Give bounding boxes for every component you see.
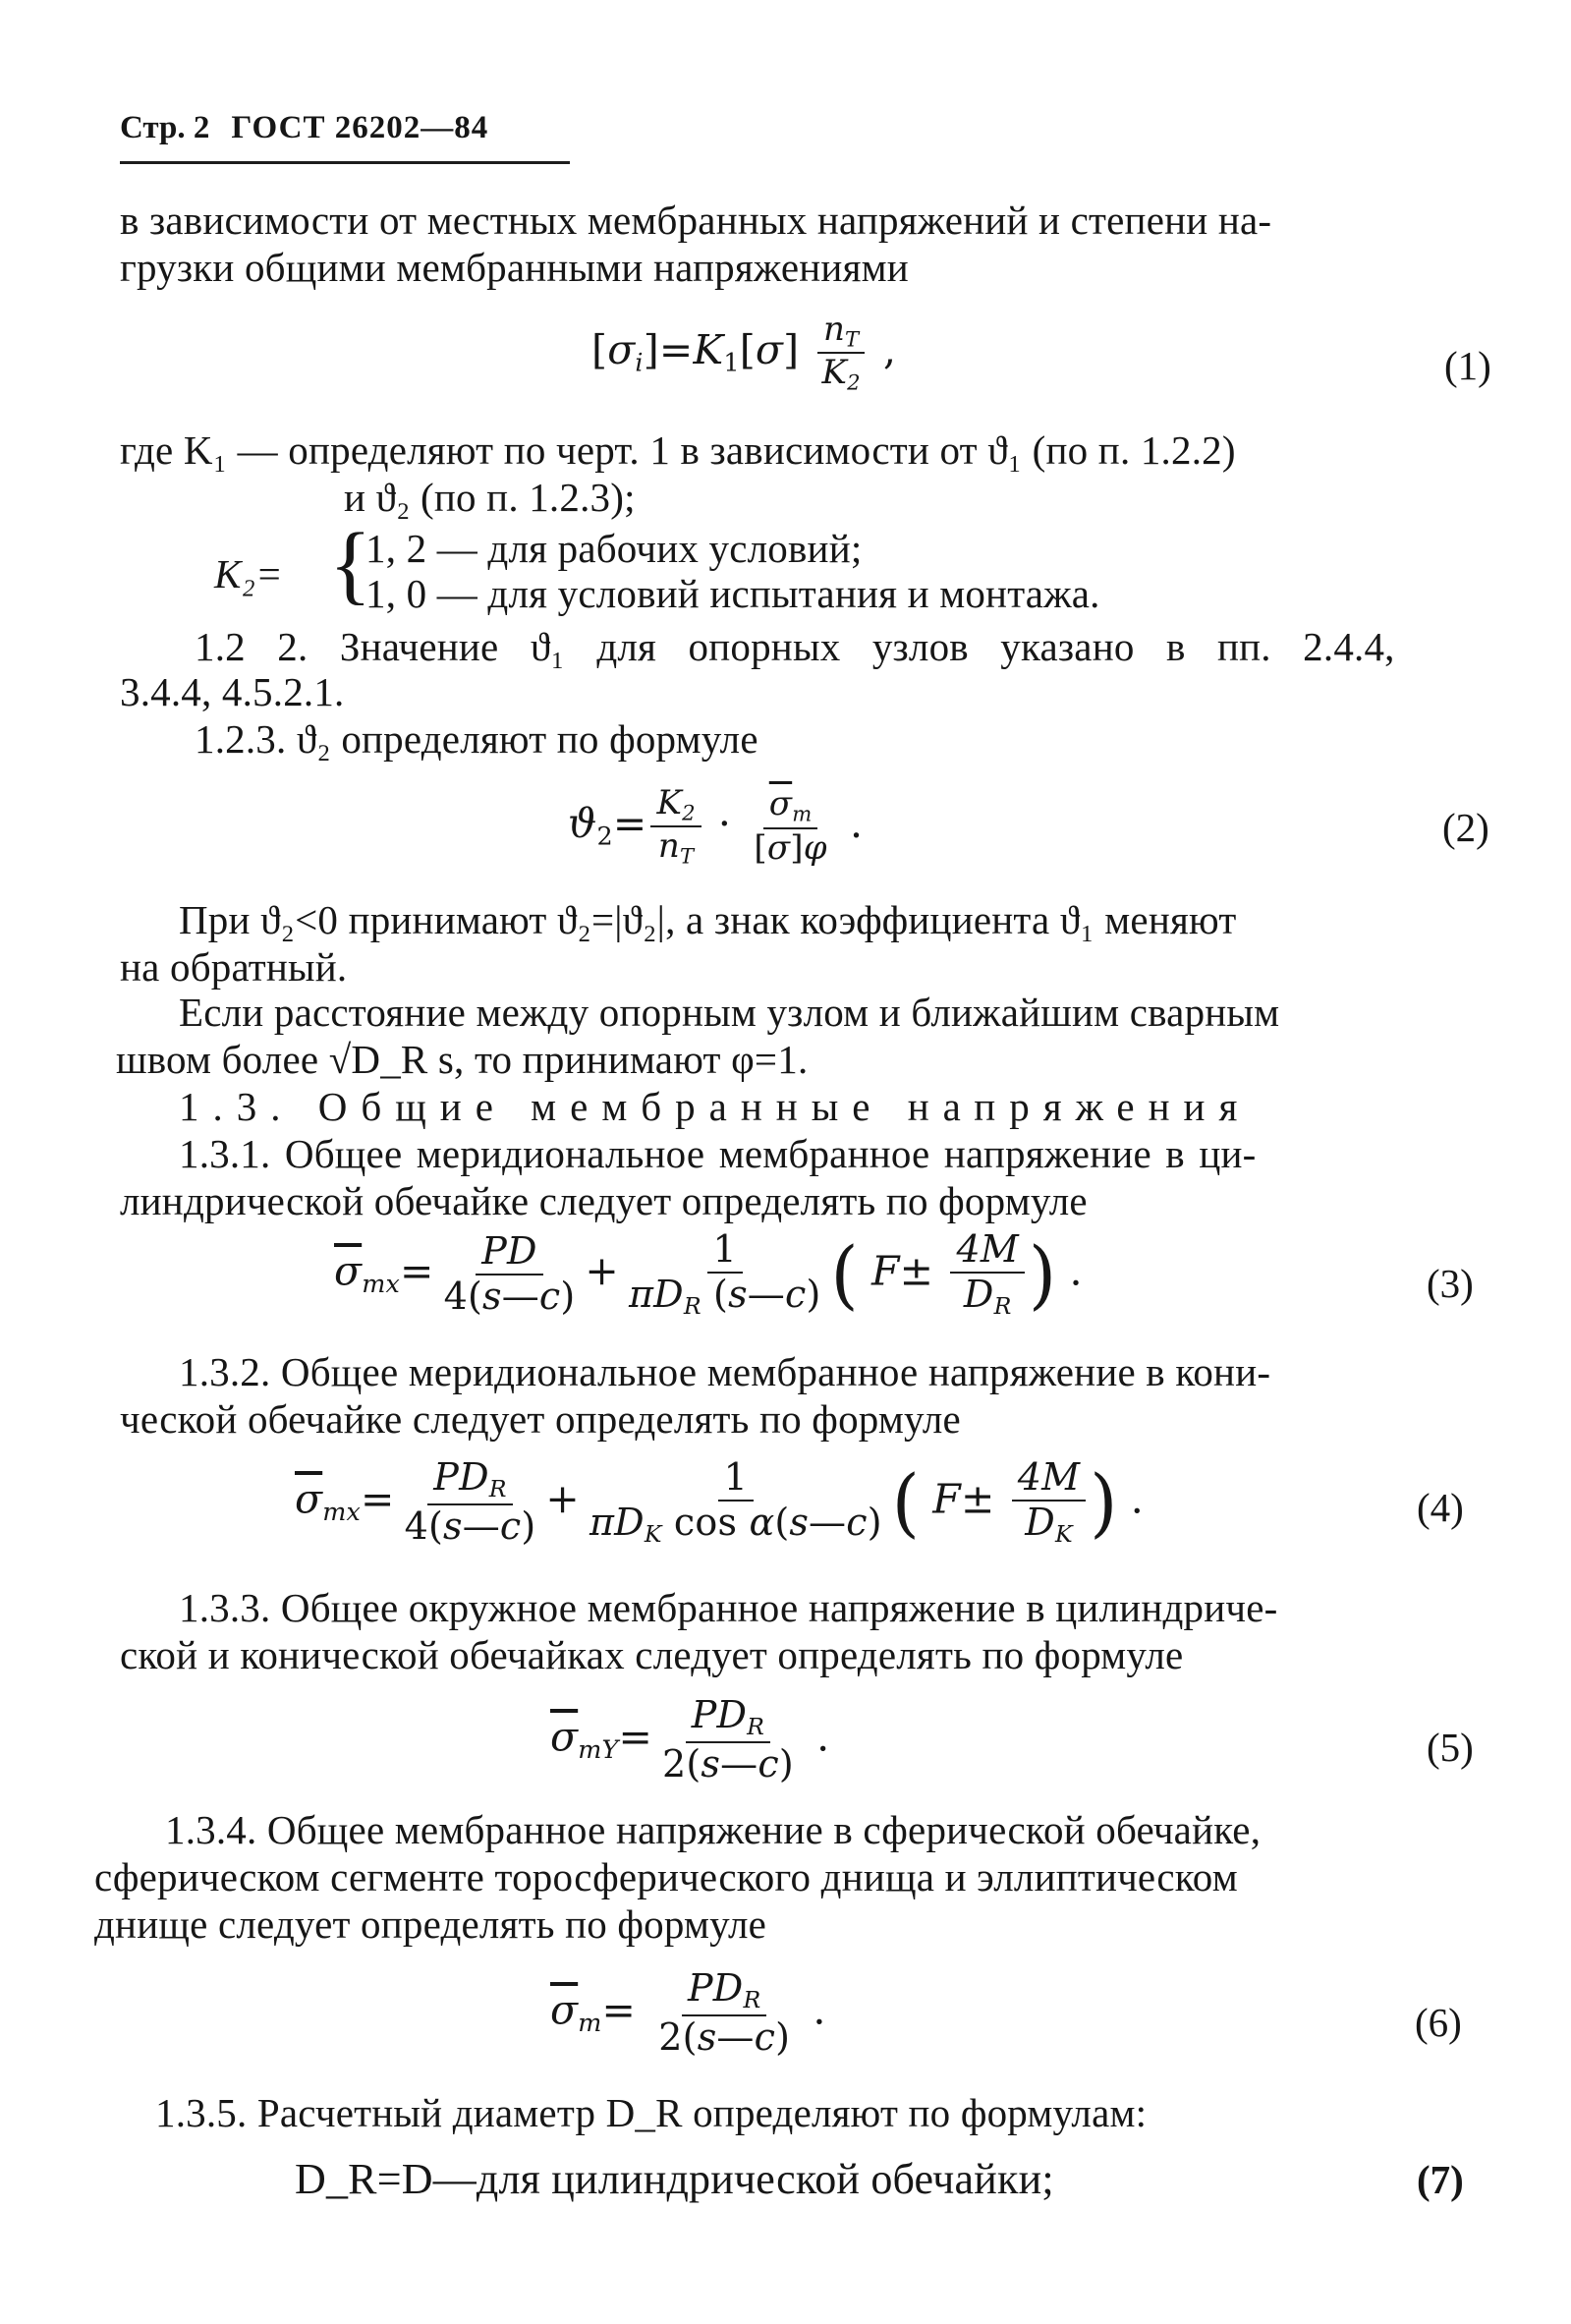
- paragraph-line: сферическом сегменте торосферического днища и эллиптическом: [94, 1854, 1238, 1899]
- section-1-3-2: 1.3.2. Общее меридиональное мембранное напряжение в кони-: [179, 1349, 1271, 1394]
- equation-number: (6): [1415, 2000, 1462, 2045]
- section-1-3-4: 1.3.4. Общее мембранное напряжение в сферической обечайке,: [165, 1807, 1262, 1852]
- paragraph-line: Если расстояние между опорным узлом и ближайшим сварным: [179, 990, 1280, 1035]
- k2-label: K₂=: [214, 551, 283, 596]
- equation-number: (7): [1417, 2157, 1464, 2202]
- paragraph-line: на обратный.: [120, 944, 348, 990]
- paragraph-line: ческой обечайке следует определять по формуле: [120, 1396, 961, 1442]
- equation-5: $\overline{\sigma}_{mY}=$ $\frac{PD_R}{2(s—c)}$ .: [550, 1693, 830, 1786]
- equation-3: $\overline{\sigma}_{mx}=$ $\frac{PD}{4(s—c)}$ + $\frac{1}{\pi D_R (s—c)}$ ( F± $\frac{4M}{D_R}$ ) .: [334, 1227, 1083, 1320]
- k2-case: 1, 2 — для рабочих условий;: [365, 526, 863, 571]
- paragraph-line: При ϑ₂<0 принимают ϑ₂=|ϑ₂|, а знак коэффициента ϑ₁ меняют: [179, 897, 1237, 942]
- paragraph-line: днище следует определять по формуле: [94, 1901, 767, 1947]
- section-1-2-3: 1.2.3. ϑ₂ определяют по формуле: [195, 716, 758, 762]
- standard-id: ГОСТ 26202—84: [231, 110, 489, 145]
- equation-number: (4): [1417, 1485, 1464, 1530]
- page-number: Стр. 2: [120, 110, 210, 145]
- equation-number: (3): [1427, 1261, 1474, 1306]
- paragraph-line: в зависимости от местных мембранных напряжений и степени на-: [120, 198, 1272, 243]
- paragraph-line: ской и конической обечайках следует определять по формуле: [120, 1632, 1184, 1677]
- header-rule: [120, 161, 570, 164]
- equation-4: $\overline{\sigma}_{mx}=$ $\frac{PD_R}{4(s—c)}$ + $\frac{1}{\pi D_K \cos \alpha(s—c)}$ ( F± $\frac{4M}{D_K}$ ) .: [295, 1455, 1145, 1548]
- paragraph-line: 3.4.4, 4.5.2.1.: [120, 669, 345, 714]
- paragraph-line: грузки общими мембранными напряжениями: [120, 245, 909, 290]
- left-brace: {: [329, 516, 372, 613]
- paragraph-line: швом более √D_R s, то принимают φ=1.: [116, 1037, 809, 1082]
- equation-1: $[\sigma_i]=K_1[\sigma]$ $\frac{n_T}{K_2}$ ,: [591, 310, 897, 395]
- section-1-3-1: 1.3.1. Общее меридиональное мембранное напряжение в ци-: [179, 1131, 1257, 1176]
- equation-number: (5): [1427, 1725, 1474, 1770]
- equation-number: (1): [1444, 343, 1491, 388]
- section-heading-1-3: 1.3. Общие мембранные напряжения: [179, 1084, 1252, 1129]
- section-1-2-2: 1.2 2. Значение ϑ₁ для опорных узлов указано в пп. 2.4.4,: [195, 624, 1395, 669]
- definition-line: и ϑ₂ (по п. 1.2.3);: [344, 475, 636, 520]
- paragraph-line: линдрической обечайке следует определять по формуле: [120, 1178, 1088, 1223]
- equation-number: (2): [1442, 805, 1489, 850]
- definition-line: где K₁ — определяют по черт. 1 в зависимости от ϑ₁ (по п. 1.2.2): [120, 427, 1236, 473]
- equation-7: D_R=D—для цилиндрической обечайки;: [295, 2155, 1054, 2203]
- section-1-3-3: 1.3.3. Общее окружное мембранное напряжение в цилиндриче-: [179, 1585, 1278, 1630]
- equation-2: $ϑ_2=$ $\frac{K_2}{n_T}$ · $\frac{\overline{\sigma}_m}{[\sigma]\varphi}$ .: [568, 783, 864, 869]
- page-header: [120, 110, 488, 146]
- section-1-3-5: 1.3.5. Расчетный диаметр D_R определяют по формулам:: [155, 2090, 1148, 2135]
- equation-6: $\overline{\sigma}_m=$ $\frac{PD_R}{2(s—c)}$ .: [550, 1966, 826, 2059]
- k2-case: 1, 0 — для условий испытания и монтажа.: [365, 571, 1100, 616]
